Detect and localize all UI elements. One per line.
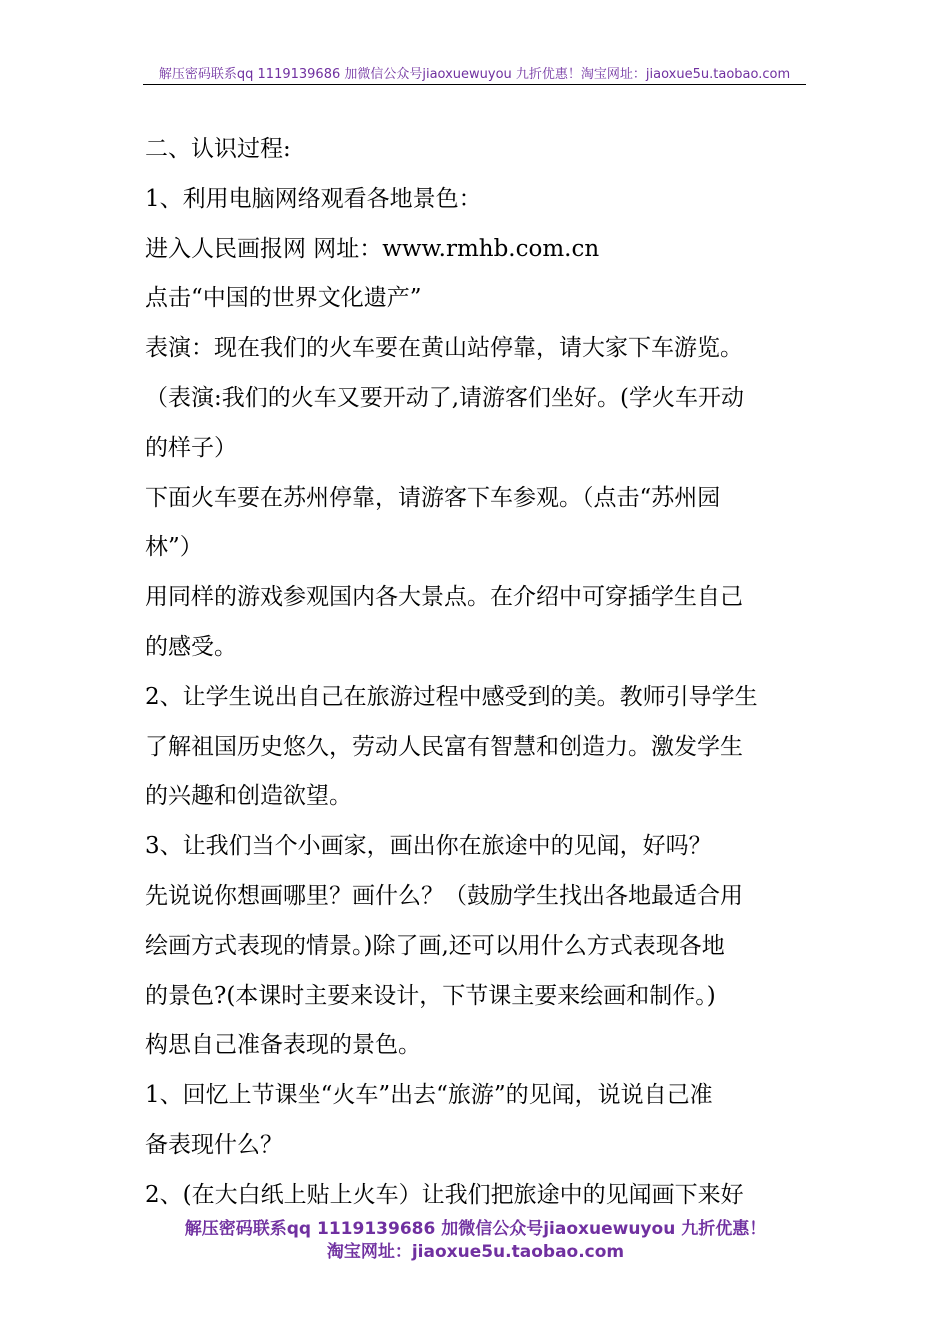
text-line: 点击“中国的世界文化遗产” — [145, 285, 422, 312]
text-line: 的感受。 — [145, 633, 237, 660]
text-line: 的兴趣和创造欲望。 — [145, 783, 352, 810]
text-line: 构思自己准备表现的景色。 — [145, 1032, 421, 1059]
text-line: 1、回忆上节课坐“火车”出去“旅游”的见闻，说说自己准 — [145, 1082, 713, 1109]
page-footer-watermark — [143, 1218, 808, 1264]
text-line: 二、认识过程: — [145, 136, 291, 162]
text-line: 3、让我们当个小画家，画出你在旅途中的见闻，好吗？ — [145, 833, 712, 860]
text-line: 进入人民画报网 网址：www.rmhb.com.cn — [145, 235, 600, 262]
footer-line-1: 解压密码联系qq 1119139686 加微信公众号jiaoxuewuyou 九折优惠！ — [184, 1219, 767, 1239]
text-line: 绘画方式表现的情景。)除了画,还可以用什么方式表现各地 — [145, 932, 725, 959]
text-line: 的景色?(本课时主要来设计，下节课主要来绘画和制作。) — [145, 982, 716, 1009]
text-line: 用同样的游戏参观国内各大景点。在介绍中可穿插学生自己 — [145, 584, 743, 611]
text-line: 2、让学生说出自己在旅游过程中感受到的美。教师引导学生 — [145, 683, 758, 710]
document-body — [145, 125, 810, 1221]
footer-line-2: 淘宝网址：jiaoxue5u.taobao.com — [326, 1242, 625, 1262]
text-line: 2、(在大白纸上贴上火车）让我们把旅途中的见闻画下来好 — [145, 1181, 744, 1208]
text-line: （表演:我们的火车又要开动了,请游客们坐好。(学火车开动 — [145, 384, 745, 411]
text-line: 备表现什么？ — [145, 1131, 283, 1158]
text-line: 了解祖国历史悠久，劳动人民富有智慧和创造力。激发学生 — [145, 733, 743, 760]
text-line: 林”） — [145, 534, 203, 561]
page-header-watermark: 解压密码联系qq 1119139686 加微信公众号jiaoxuewuyou 九折优惠！淘宝网址：jiaoxue5u.taobao.com — [158, 67, 791, 82]
text-line: 先说说你想画哪里？画什么？（鼓励学生找出各地最适合用 — [145, 882, 743, 909]
text-line: 1、利用电脑网络观看各地景色： — [145, 185, 482, 212]
text-line: 下面火车要在苏州停靠，请游客下车参观。（点击“苏州园 — [145, 484, 721, 511]
header-divider — [143, 84, 806, 85]
text-line: 的样子） — [145, 434, 237, 461]
text-line: 表演：现在我们的火车要在黄山站停靠，请大家下车游览。 — [145, 335, 743, 362]
